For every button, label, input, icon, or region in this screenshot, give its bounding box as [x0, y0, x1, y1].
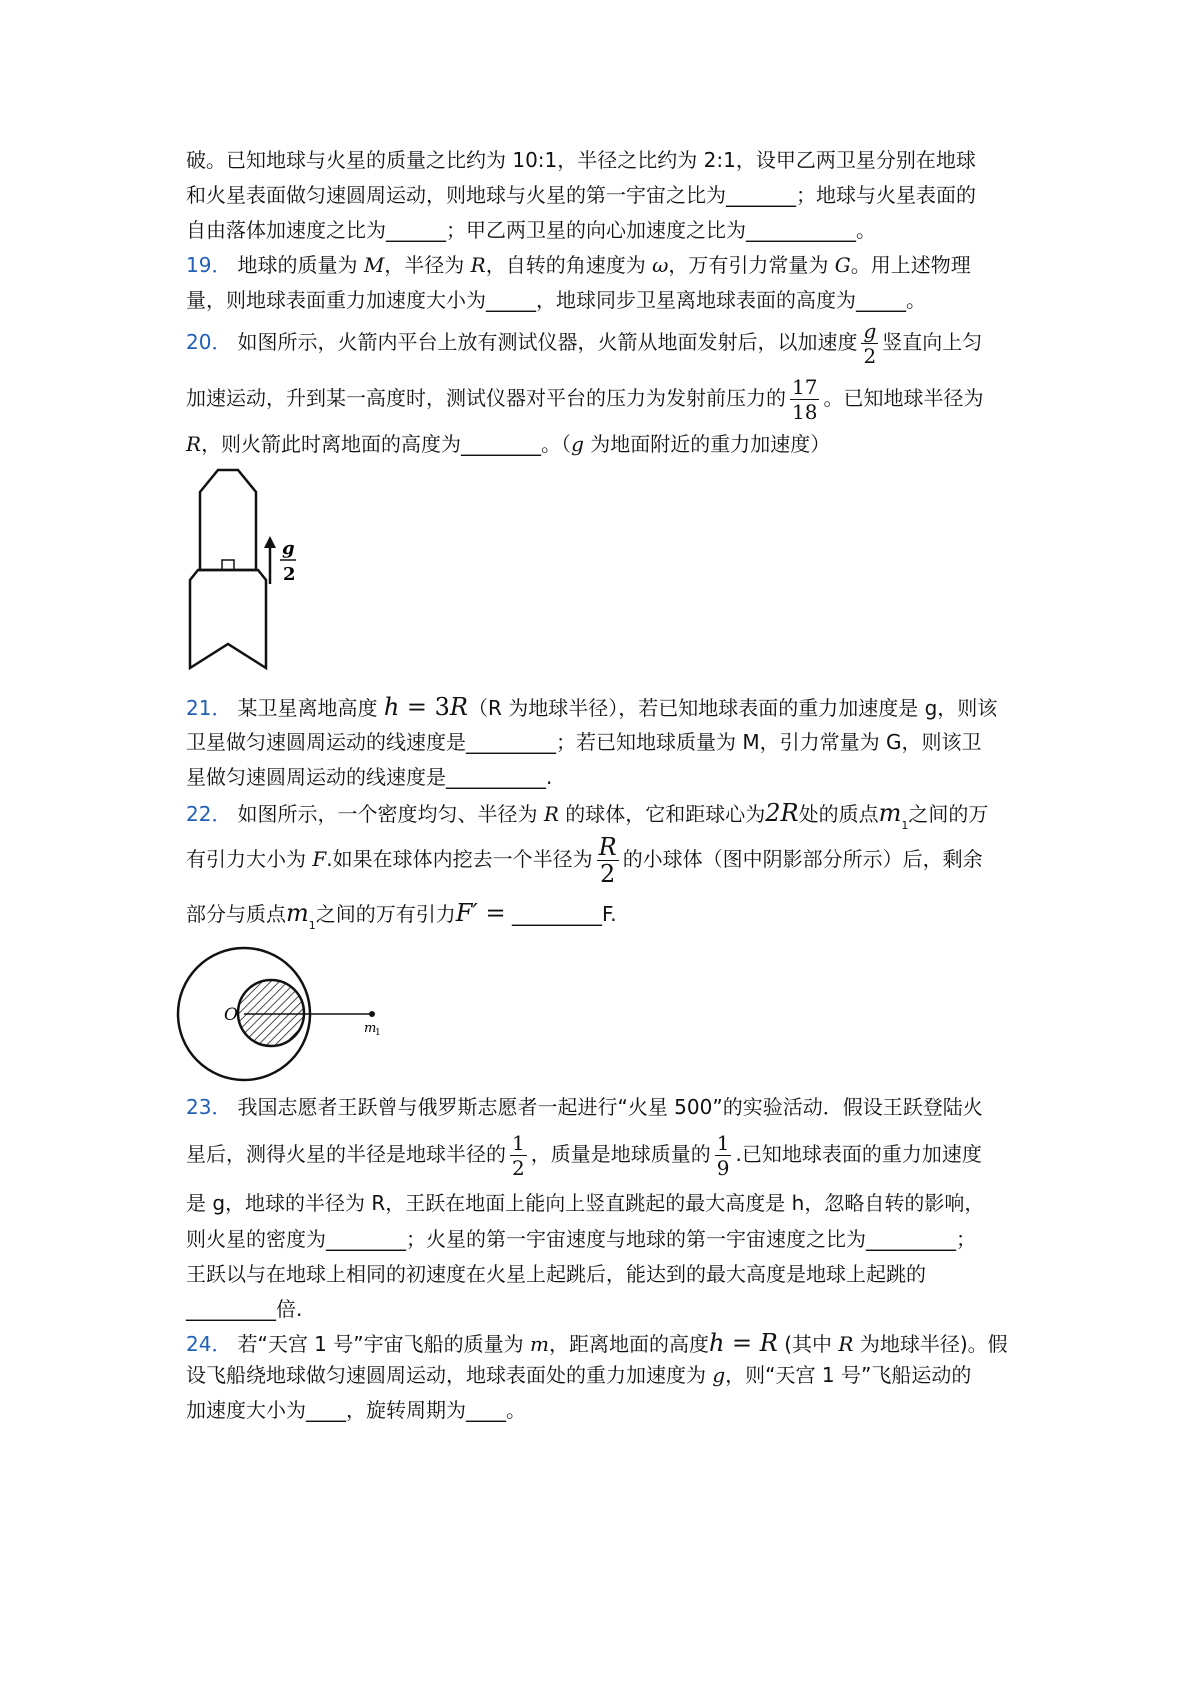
text: （R 为地球半径），若已知地球表面的重力加速度是 g，则该 [468, 696, 998, 720]
fraction-1-over-9 [715, 1131, 732, 1180]
var-m: m [286, 899, 309, 927]
label-O: O [224, 1005, 238, 1025]
text: 竖直向上匀 [882, 330, 983, 354]
fraction-17-over-18 [790, 375, 819, 424]
q22-line-3 [186, 896, 617, 943]
var-m: m [529, 1332, 549, 1356]
q23-line-6: _________倍. [186, 1297, 303, 1321]
q22-line-2 [186, 830, 983, 888]
question-number: 23． [186, 1095, 232, 1119]
text: 之间的万有引力 [315, 902, 456, 926]
numerator: R [598, 833, 617, 861]
text: 星后，测得火星的半径是地球半径的 [186, 1142, 506, 1166]
text: 如图所示，火箭内平台上放有测试仪器，火箭从地面发射后，以加速度 [237, 330, 858, 354]
text: 如图所示，一个密度均匀、半径为 [237, 802, 544, 826]
text: 。用上述物理 [850, 253, 971, 277]
q18-line-2: 和火星表面做匀速圆周运动，则地球与火星的第一宇宙之比为_______；地球与火星表面的 [186, 183, 976, 207]
point-mass-dot [369, 1011, 375, 1017]
text: 为地球半径)。假 [853, 1332, 1008, 1356]
cavity-hatched [238, 980, 304, 1046]
equals-3: = 3 [399, 693, 450, 721]
numerator: g [863, 319, 877, 343]
q21-line-3: 星做匀速圆周运动的线速度是__________. [186, 765, 553, 789]
q18-line-3: 自由落体加速度之比为______；甲乙两卫星的向心加速度之比为___________。 [186, 218, 876, 242]
var-h: h [383, 693, 400, 721]
q20-line-2 [186, 372, 983, 424]
question-number: 19． [186, 253, 232, 277]
sphere-figure [172, 944, 392, 1084]
q24-line-1 [186, 1326, 1008, 1361]
text: ，万有引力常量为 [668, 253, 835, 277]
arrow-head-icon [264, 536, 276, 548]
text: 有引力大小为 [186, 847, 313, 871]
text: 某卫星离地高度 [237, 696, 384, 720]
text: 加速运动，升到某一高度时，测试仪器对平台的压力为发射前压力的 [186, 386, 786, 410]
var-G: G [834, 253, 851, 277]
fig-label-2: 2 [283, 564, 296, 585]
var-2R: 2R [765, 799, 799, 827]
var-R: R [838, 1332, 854, 1356]
var-R: R [543, 802, 559, 826]
denominator: 9 [716, 1156, 730, 1180]
question-number: 21． [186, 696, 232, 720]
question-number: 24． [186, 1332, 232, 1356]
q23-line-4: 则火星的密度为________；火星的第一宇宙速度与地球的第一宇宙速度之比为_________； [186, 1227, 976, 1251]
text: 之间的万 [908, 802, 989, 826]
question-number: 20． [186, 330, 232, 354]
q24-line-2 [186, 1361, 971, 1389]
text: ，则火箭此时离地面的高度为________。（ [201, 432, 572, 456]
label-1: 1 [375, 1028, 381, 1038]
text: 的小球体（图中阴影部分所示）后，剩余 [622, 847, 983, 871]
text: _________F. [505, 902, 617, 926]
q18-line-1: 破。已知地球与火星的质量之比约为 10:1，半径之比约为 2:1，设甲乙两卫星分别在地球 [186, 148, 976, 172]
var-M: M [363, 253, 385, 277]
q23-line-1 [186, 1093, 983, 1121]
text: .如果在球体内挖去一个半径为 [326, 847, 593, 871]
q23-line-3: 是 g，地球的半径为 R，王跃在地面上能向上竖直跳起的最大高度是 h，忽略自转的影响， [186, 1191, 985, 1215]
q19-line-2: 量，则地球表面重力加速度大小为_____，地球同步卫星离地球表面的高度为_____。 [186, 288, 926, 312]
denominator: 2 [863, 344, 877, 368]
fraction-R-over-2 [597, 834, 619, 887]
var-omega: ω [652, 253, 669, 277]
q21-line-1 [186, 690, 997, 725]
var-g: g [712, 1363, 726, 1387]
fraction-1-over-2 [510, 1131, 527, 1180]
rocket-figure [180, 466, 320, 676]
equals-sign: = [477, 899, 506, 927]
denominator: 2 [600, 860, 616, 888]
rocket-lower-body [190, 570, 266, 668]
var-h: h [708, 1329, 725, 1357]
numerator: 1 [716, 1131, 730, 1155]
q23-line-5: 王跃以与在地球上相同的初速度在火星上起跳后，能达到的最大高度是地球上起跳的 [186, 1262, 926, 1286]
text: 设飞船绕地球做匀速圆周运动，地球表面处的重力加速度为 [186, 1363, 713, 1387]
text: 处的质点 [798, 802, 879, 826]
text: 。已知地球半径为 [823, 386, 984, 410]
text: ，距离地面的高度 [548, 1332, 709, 1356]
text: 若“天宫 1 号”宇宙飞船的质量为 [237, 1332, 530, 1356]
text: ，半径为 [384, 253, 471, 277]
var-F-prime: F′ [455, 899, 478, 927]
text: 我国志愿者王跃曾与俄罗斯志愿者一起进行“火星 500”的实验活动．假设王跃登陆火 [237, 1095, 983, 1119]
denominator: 18 [792, 400, 818, 424]
q23-line-2 [186, 1126, 982, 1182]
equals-sign: = [724, 1329, 760, 1357]
q19-line-1 [186, 251, 971, 279]
question-number: 22． [186, 802, 232, 826]
rocket-upper-body [200, 470, 256, 570]
var-R: R [449, 693, 468, 721]
text: .已知地球表面的重力加速度 [735, 1142, 982, 1166]
text: 部分与质点 [186, 902, 286, 926]
text: 为地面附近的重力加速度） [583, 432, 831, 456]
var-m: m [878, 799, 902, 827]
fraction-g-over-2 [861, 319, 878, 368]
var-F: F [312, 847, 327, 871]
numerator: 1 [512, 1131, 525, 1155]
q20-line-3 [186, 430, 830, 458]
text: 的球体，它和距球心为 [558, 802, 766, 826]
subscript-1: 1 [901, 819, 909, 832]
numerator: 17 [792, 375, 818, 399]
text: ，则“天宫 1 号”飞船运动的 [725, 1363, 972, 1387]
var-R: R [759, 1329, 778, 1357]
text: ，质量是地球质量的 [530, 1142, 711, 1166]
label-m: m [364, 1021, 377, 1036]
q20-line-1 [186, 316, 982, 368]
fig-label-g: g [282, 538, 295, 559]
denominator: 2 [512, 1156, 525, 1180]
test-instrument [222, 560, 234, 570]
text: 地球的质量为 [237, 253, 364, 277]
var-R: R [470, 253, 486, 277]
q21-line-2: 卫星做匀速圆周运动的线速度是_________；若已知地球质量为 M，引力常量为 G，则该卫 [186, 730, 982, 754]
q24-line-3: 加速度大小为____，旋转周期为____。 [186, 1398, 526, 1422]
var-R: R [186, 432, 202, 456]
text: ，自转的角速度为 [485, 253, 653, 277]
var-g: g [571, 432, 584, 456]
text: (其中 [777, 1332, 839, 1356]
subscript-1: 1 [308, 919, 316, 932]
